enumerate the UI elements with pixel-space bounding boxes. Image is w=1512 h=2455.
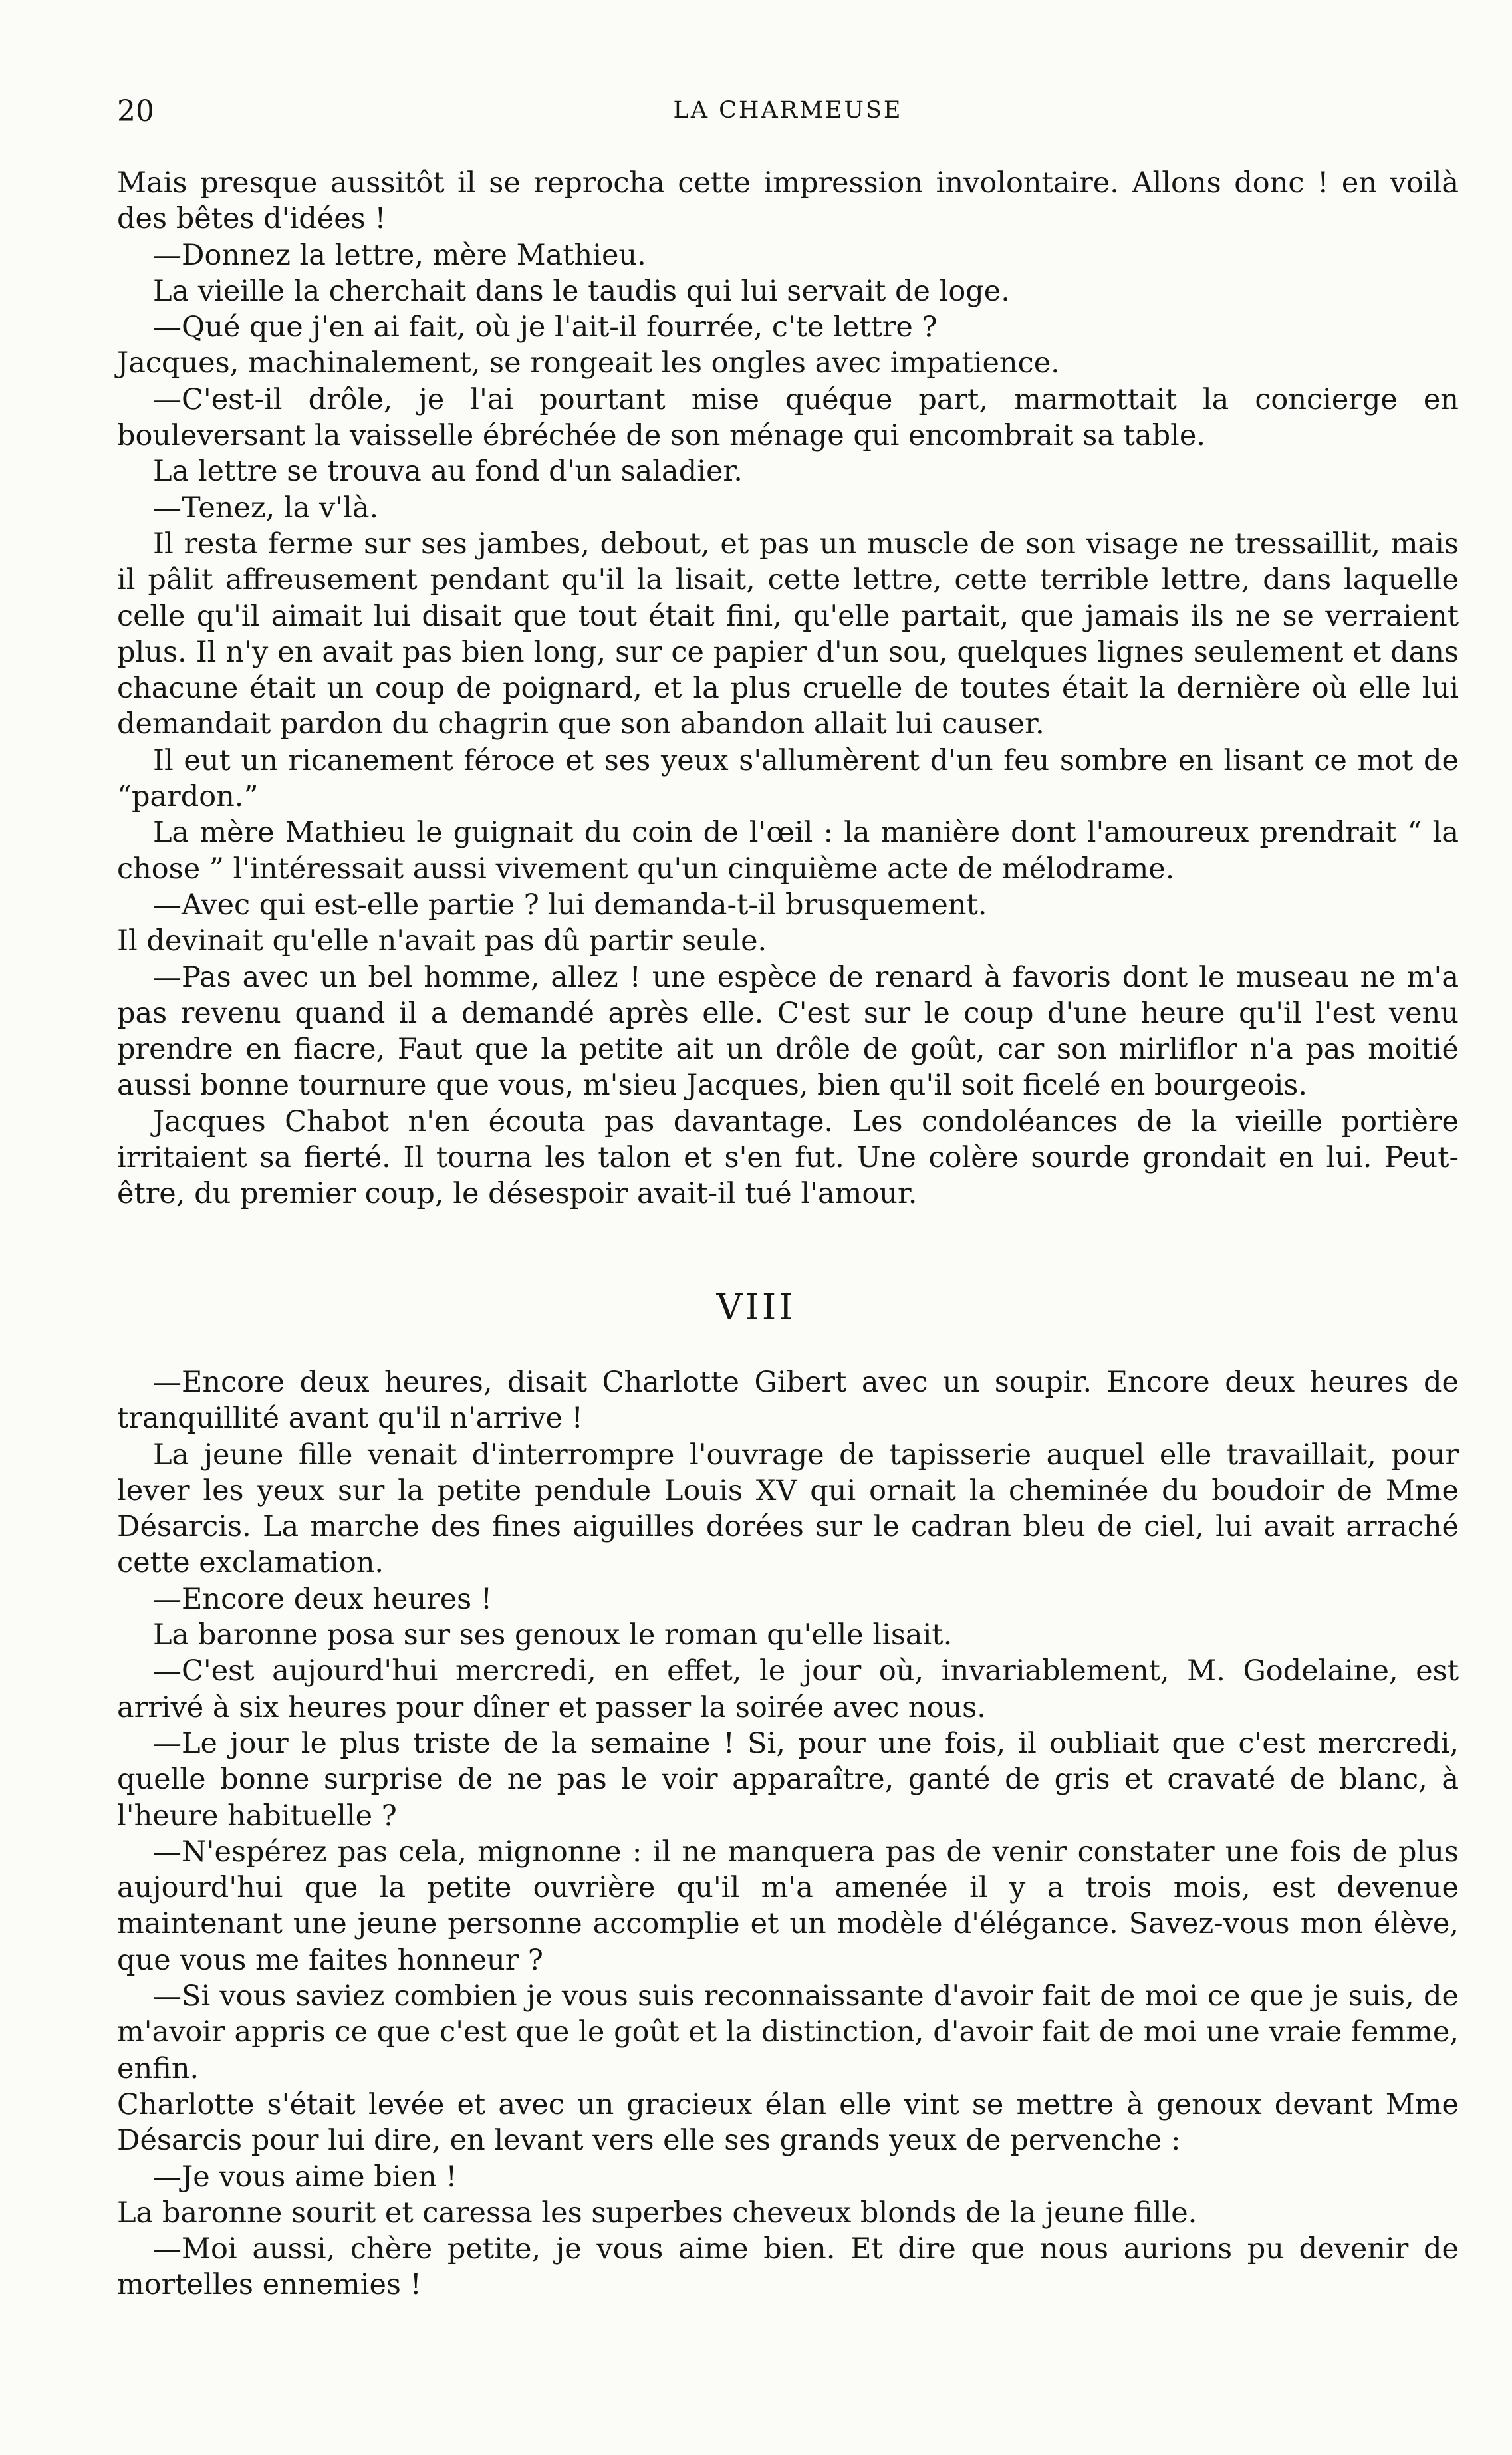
- paragraph: —Encore deux heures, disait Charlotte Gibert avec un soupir. Encore deux heures de tranquillité avant qu'il n'arrive !: [117, 1366, 1459, 1436]
- paragraph: —Pas avec un bel homme, allez ! une espèce de renard à favoris dont le museau ne m'a pas revenu quand il a demandé après elle. C'est sur le coup d'une heure qu'il l'est venu prendre en fiacre, Faut que la petite ait un drôle de goût, car son mirliflor n'a pas moitié aussi bonne tournure que vous, m'sieu Jacques, bien qu'il soit ficelé en bourgeois.: [117, 960, 1459, 1102]
- paragraph: —Qué que j'en ai fait, où je l'ait-il fourrée, c'te lettre ?: [153, 311, 938, 344]
- text-block-2: [117, 1364, 1459, 2303]
- paragraph: La baronne posa sur ses genoux le roman qu'elle lisait.: [153, 1618, 953, 1652]
- paragraph: La jeune fille venait d'interrompre l'ouvrage de tapisserie auquel elle travaillait, pour lever les yeux sur la petite pendule Louis XV qui ornait la cheminée du boudoir de Mme Désarcis. La marche des fines aiguilles dorées sur le cadran bleu de ciel, lui avait arraché cette exclamation.: [117, 1438, 1459, 1580]
- paragraph: —C'est-il drôle, je l'ai pourtant mise quéque part, marmottait la concierge en bouleversant la vaisselle ébréchée de son ménage qui encombrait sa table.: [117, 382, 1459, 453]
- running-title: LA CHARMEUSE: [673, 97, 903, 124]
- text-block-1: [117, 165, 1459, 1212]
- paragraph: —Donnez la lettre, mère Mathieu.: [153, 238, 646, 272]
- paragraph: —Avec qui est-elle partie ? lui demanda-t-il brusquement.: [153, 888, 987, 922]
- page-number: 20: [117, 94, 154, 128]
- paragraph: La vieille la cherchait dans le taudis qui lui servait de loge.: [153, 274, 1010, 308]
- paragraph: Jacques, machinalement, se rongeait les ongles avec impatience.: [117, 346, 1060, 380]
- page-header: [117, 85, 1459, 132]
- paragraph: Jacques Chabot n'en écouta pas davantage. Les condoléances de la vieille portière irritaient sa fierté. Il tourna les talon et s'en fut. Une colère sourde grondait en lui. Peut-être, du premier coup, le désespoir avait-il tué l'amour.: [117, 1104, 1459, 1211]
- paragraph: —Le jour le plus triste de la semaine ! Si, pour une fois, il oubliait que c'est mercredi, quelle bonne surprise de ne pas le voir apparaître, ganté de gris et cravaté de blanc, à l'heure habituelle ?: [117, 1726, 1459, 1833]
- paragraph: Charlotte s'était levée et avec un gracieux élan elle vint se mettre à genoux devant Mme Désarcis pour lui dire, en levant vers elle ses grands yeux de pervenche :: [117, 2087, 1459, 2158]
- paragraph: La lettre se trouva au fond d'un saladier.: [153, 455, 743, 489]
- paragraph: —N'espérez pas cela, mignonne : il ne manquera pas de venir constater une fois de plus aujourd'hui que la petite ouvrière qu'il m'a amenée il y a trois mois, est devenue maintenant une jeune personne accomplie et un modèle d'élégance. Savez-vous mon élève, que vous me faites honneur ?: [117, 1835, 1459, 1977]
- paragraph: —Encore deux heures !: [153, 1582, 493, 1616]
- paragraph: —Je vous aime bien !: [153, 2160, 457, 2194]
- paragraph: Il devinait qu'elle n'avait pas dû partir seule.: [117, 924, 767, 958]
- paragraph: Mais presque aussitôt il se reprocha cette impression involontaire. Allons donc ! en voilà des bêtes d'idées !: [117, 166, 1459, 236]
- paragraph: —Moi aussi, chère petite, je vous aime bien. Et dire que nous aurions pu devenir de mortelles ennemies !: [117, 2232, 1459, 2302]
- paragraph: Il resta ferme sur ses jambes, debout, et pas un muscle de son visage ne tressaillit, mais il pâlit affreusement pendant qu'il la lisait, cette lettre, cette terrible lettre, dans laquelle celle qu'il aimait lui disait que tout était fini, qu'elle partait, que jamais ils ne se verraient plus. Il n'y en avait pas bien long, sur ce papier d'un sou, quelques lignes seulement et dans chacune était un coup de poignard, et la plus cruelle de toutes était la dernière où elle lui demandait pardon du chagrin que son abandon allait lui causer.: [117, 527, 1459, 741]
- paragraph: La baronne sourit et caressa les superbes cheveux blonds de la jeune fille.: [117, 2196, 1197, 2230]
- paragraph: La mère Mathieu le guignait du coin de l'œil : la manière dont l'amoureux prendrait “ la chose ” l'intéressait aussi vivement qu'un cinquième acte de mélodrame.: [117, 816, 1459, 886]
- paragraph: Il eut un ricanement féroce et ses yeux s'allumèrent d'un feu sombre en lisant ce mot de “pardon.”: [117, 743, 1459, 814]
- paragraph: —Si vous saviez combien je vous suis reconnaissante d'avoir fait de moi ce que je suis, de m'avoir appris ce que c'est que le goût et la distinction, d'avoir fait de moi une vraie femme, enfin.: [117, 1980, 1459, 2085]
- paragraph: —C'est aujourd'hui mercredi, en effet, le jour où, invariablement, M. Godelaine, est arrivé à six heures pour dîner et passer la soirée avec nous.: [117, 1654, 1459, 1724]
- chapter-heading: VIII: [716, 1286, 796, 1328]
- paragraph: —Tenez, la v'là.: [153, 491, 379, 525]
